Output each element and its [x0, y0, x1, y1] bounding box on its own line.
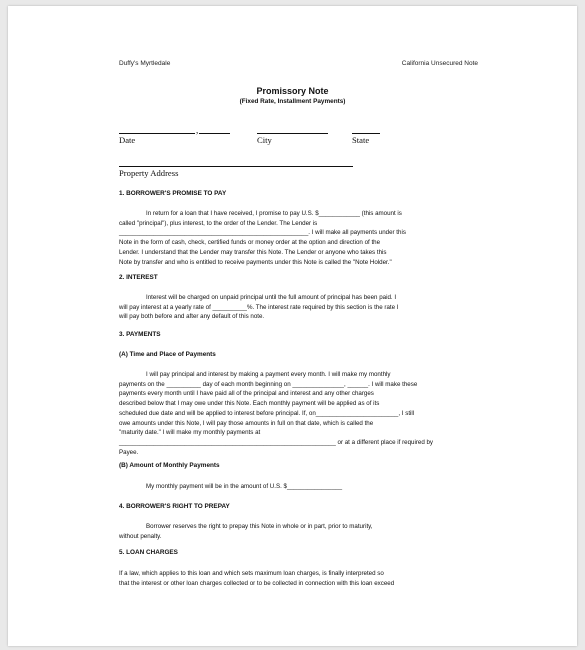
- document-title: Promissory Note: [256, 86, 329, 96]
- section-1-line: In return for a loan that I have received, I promise to pay U.S. $____________ (this amount is: [146, 210, 402, 217]
- section-4-body: [119, 522, 457, 541]
- header-right: California Unsecured Note: [401, 60, 478, 67]
- section-1-line: called "principal"), plus interest, to the order of the Lender. The Lender is: [119, 219, 318, 227]
- section-4-heading: 4. BORROWER'S RIGHT TO PREPAY: [119, 503, 230, 510]
- section-1-line: Note in the form of cash, check, certified funds or money order at the option and direction of the: [119, 239, 381, 247]
- section-3a-line: described below that I may owe under this Note. Each monthly payment will be applied as of its: [119, 400, 380, 408]
- section-3b-body: [119, 482, 457, 492]
- date-blank-line-1[interactable]: [119, 133, 195, 134]
- section-5-line: that the interest or other loan charges collected or to be collected in connection with this loan exceed: [119, 579, 395, 587]
- header-left: Duffy's Myrtledale: [119, 60, 171, 67]
- section-1-heading: 1. BORROWER'S PROMISE TO PAY: [119, 190, 227, 197]
- state-blank-line[interactable]: [352, 133, 380, 134]
- section-3a-line: payments every month until I have paid all of the principal and interest and any other charges: [119, 390, 374, 398]
- section-3b-heading: (B) Amount of Monthly Payments: [119, 462, 220, 469]
- section-3a-heading: (A) Time and Place of Payments: [119, 351, 216, 358]
- section-3a-body: [119, 370, 457, 457]
- section-5-line: If a law, which applies to this loan and which sets maximum loan charges, is finally interpreted so: [119, 570, 384, 577]
- property-address-label: Property Address: [119, 168, 179, 178]
- city-label: City: [257, 135, 272, 145]
- document-page: [8, 6, 577, 646]
- section-1-line: _______________________________________________________. I will make all payments under this: [119, 229, 406, 237]
- section-1-line: Note by transfer and who is entitled to receive payments under this Note is called the "Note Holder.": [119, 258, 392, 266]
- section-1-line: Lender. I understand that the Lender may transfer this Note. The Lender or anyone who takes this: [119, 248, 387, 256]
- section-3a-line: payments on the __________ day of each month beginning on _______________, ______. I will make these: [119, 380, 418, 388]
- state-label: State: [352, 135, 370, 145]
- section-3b-line: My monthly payment will be in the amount of U.S. $________________: [146, 483, 343, 490]
- document-subtitle: (Fixed Rate, Installment Payments): [239, 98, 346, 105]
- section-4-line: without penalty.: [119, 532, 162, 540]
- section-3a-line: owe amounts under this Note, I will pay those amounts in full on that date, which is called the: [119, 419, 374, 427]
- section-3a-line: Payee.: [119, 448, 139, 456]
- date-label: Date: [119, 135, 136, 145]
- section-2-heading: 2. INTEREST: [119, 274, 158, 281]
- section-3a-line: scheduled due date and will be applied to interest before principal. If, on________________________, I still: [119, 409, 415, 417]
- section-3a-line: _______________________________________________________________ or at a different place if required by: [119, 438, 434, 446]
- date-comma: ,: [196, 125, 199, 135]
- section-4-line: Borrower reserves the right to prepay this Note in whole or in part, prior to maturity,: [146, 523, 373, 530]
- city-blank-line[interactable]: [257, 133, 328, 134]
- section-3-heading: 3. PAYMENTS: [119, 331, 161, 338]
- section-5-body: [119, 569, 457, 588]
- section-2-body: [119, 293, 457, 322]
- property-address-blank-line[interactable]: [119, 166, 353, 167]
- section-3a-line: I will pay principal and interest by making a payment every month. I will make my monthly: [146, 371, 391, 378]
- section-3a-line: "maturity date." I will make my monthly payments at: [119, 429, 261, 437]
- section-2-line: will pay both before and after any default of this note.: [119, 313, 265, 321]
- section-2-line: Interest will be charged on unpaid principal until the full amount of principal has been paid. I: [146, 294, 397, 301]
- section-1-body: [119, 209, 457, 267]
- section-5-heading: 5. LOAN CHARGES: [119, 549, 178, 556]
- date-blank-line-2[interactable]: [199, 133, 230, 134]
- section-2-line: will pay interest at a yearly rate of __________%. The interest rate required by this section is the rate I: [119, 303, 399, 311]
